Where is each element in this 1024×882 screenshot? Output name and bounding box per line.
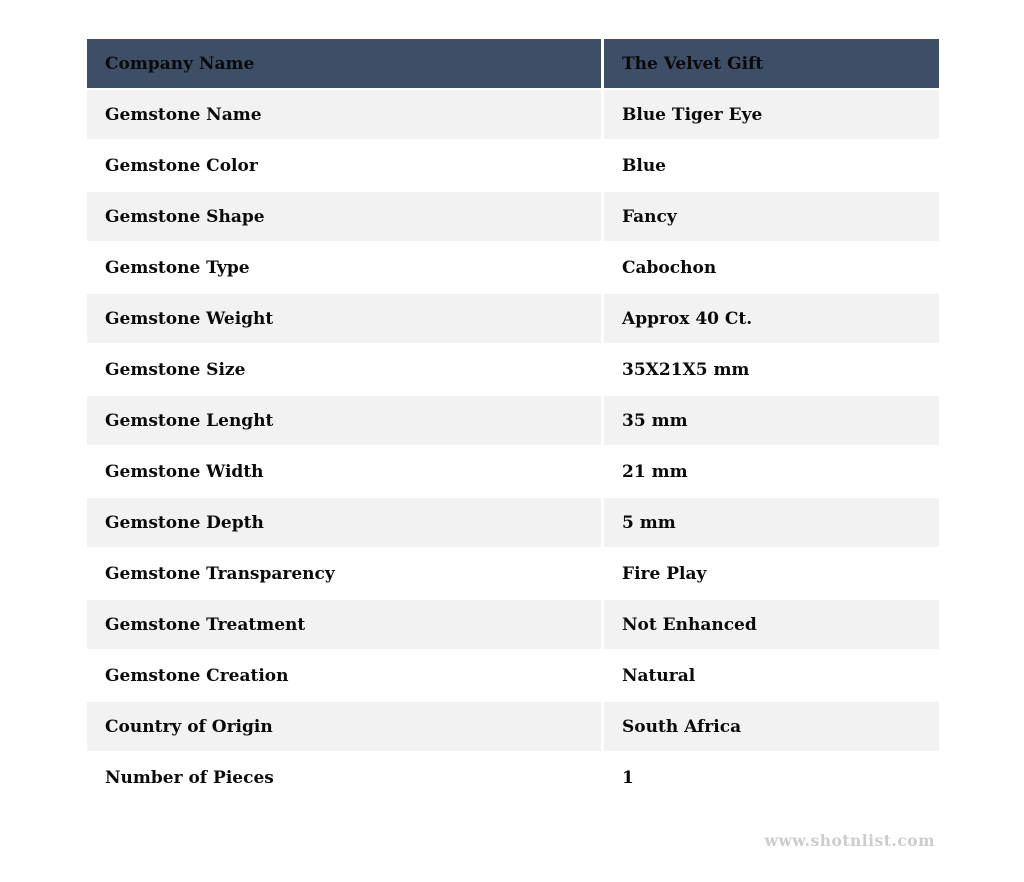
row-label: Gemstone Color <box>87 141 601 190</box>
row-value: Fancy <box>604 192 939 241</box>
table-row <box>87 345 939 394</box>
row-value: Fire Play <box>604 549 939 598</box>
header-label-cell: Company Name <box>87 39 601 88</box>
row-label: Gemstone Width <box>87 447 601 496</box>
row-value: Cabochon <box>604 243 939 292</box>
table-row <box>87 702 939 751</box>
row-value: 1 <box>604 753 939 802</box>
table-row <box>87 141 939 190</box>
table-row <box>87 753 939 802</box>
row-label: Country of Origin <box>87 702 601 751</box>
row-value: Blue <box>604 141 939 190</box>
row-value: 5 mm <box>604 498 939 547</box>
table-row <box>87 498 939 547</box>
gemstone-spec-table <box>87 39 939 802</box>
row-value: 21 mm <box>604 447 939 496</box>
table-row <box>87 294 939 343</box>
row-label: Gemstone Lenght <box>87 396 601 445</box>
row-value: Approx 40 Ct. <box>604 294 939 343</box>
table-row <box>87 651 939 700</box>
row-value: South Africa <box>604 702 939 751</box>
header-value-cell: The Velvet Gift <box>604 39 939 88</box>
table-row <box>87 549 939 598</box>
row-label: Gemstone Weight <box>87 294 601 343</box>
table-row <box>87 600 939 649</box>
table-header-row <box>87 39 939 88</box>
row-label: Gemstone Name <box>87 90 601 139</box>
row-label: Gemstone Type <box>87 243 601 292</box>
row-label: Gemstone Transparency <box>87 549 601 598</box>
table-row <box>87 243 939 292</box>
row-value: Natural <box>604 651 939 700</box>
table-row <box>87 447 939 496</box>
row-value: 35X21X5 mm <box>604 345 939 394</box>
row-label: Gemstone Size <box>87 345 601 394</box>
row-label: Number of Pieces <box>87 753 601 802</box>
table-row <box>87 396 939 445</box>
row-label: Gemstone Shape <box>87 192 601 241</box>
watermark-text: www.shotnlist.com <box>764 831 935 850</box>
table-row <box>87 90 939 139</box>
row-value: Blue Tiger Eye <box>604 90 939 139</box>
row-value: 35 mm <box>604 396 939 445</box>
row-label: Gemstone Treatment <box>87 600 601 649</box>
row-label: Gemstone Creation <box>87 651 601 700</box>
row-value: Not Enhanced <box>604 600 939 649</box>
table-row <box>87 192 939 241</box>
row-label: Gemstone Depth <box>87 498 601 547</box>
